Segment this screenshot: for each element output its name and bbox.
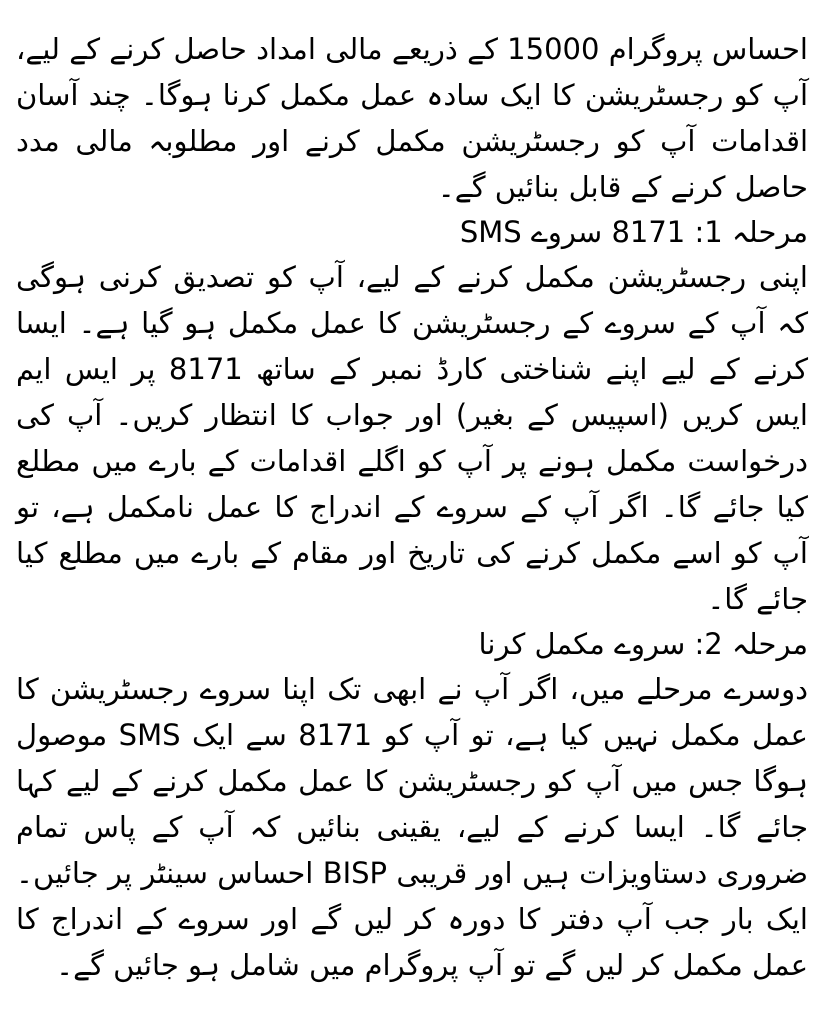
step-1-paragraph: اپنی رجسٹریشن مکمل کرنے کے لیے، آپ کو تصدیق کرنی ہوگی کہ آپ کے سروے کے رجسٹریشن کا عمل مکمل ہو گیا ہے۔ ایسا کرنے کے لیے اپنے شناختی کارڈ نمبر کے ساتھ 8171 پر ایس ایم ایس کریں (اسپیس کے بغیر) اور جواب کا انتظار کریں۔ آپ کی درخواست مکمل ہونے پر آپ کو اگلے اقدامات کے بارے میں مطلع کیا جائے گا۔ اگر آپ کے سروے کے اندراج کا عمل نامکمل ہے، تو آپ کو اسے مکمل کرنے کی تاریخ اور مقام کے بارے میں مطلع کیا جائے گا۔	[16, 260, 808, 616]
step-1-heading: مرحلہ 1: 8171 سروے SMS	[459, 215, 808, 249]
intro-paragraph: احساس پروگرام 15000 کے ذریعے مالی امداد حاصل کرنے کے لیے، آپ کو رجسٹریشن کا ایک سادہ عمل مکمل کرنا ہوگا۔ چند آسان اقدامات آپ کو رجسٹریشن مکمل کرنے اور مطلوبہ مالی مدد حاصل کرنے کے قابل بنائیں گے۔	[16, 32, 808, 204]
step-2-heading: مرحلہ 2: سروے مکمل کرنا	[478, 627, 808, 661]
step-2-paragraph: دوسرے مرحلے میں، اگر آپ نے ابھی تک اپنا سروے رجسٹریشن کا عمل مکمل نہیں کیا ہے، تو آپ کو 8171 سے ایک SMS موصول ہوگا جس میں آپ کو رجسٹریشن کا عمل مکمل کرنے کے لیے کہا جائے گا۔ ایسا کرنے کے لیے، یقینی بنائیں کہ آپ کے پاس تمام ضروری دستاویزات ہیں اور قریبی BISP احساس سینٹر پر جائیں۔ ایک بار جب آپ دفتر کا دورہ کر لیں گے اور سروے کے اندراج کا عمل مکمل کر لیں گے تو آپ پروگرام میں شامل ہو جائیں گے۔	[16, 672, 808, 982]
